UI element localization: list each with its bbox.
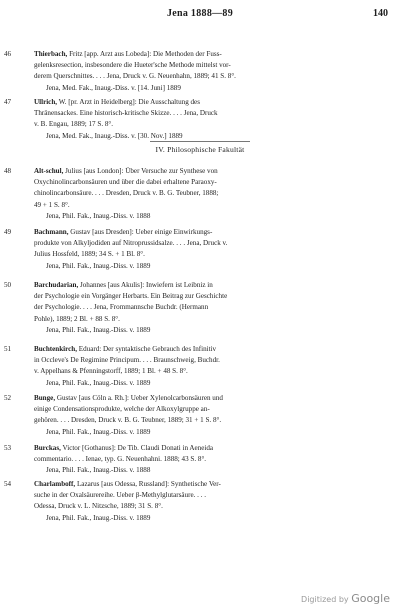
entry-author: Barchudarian, [34, 281, 79, 289]
entry-text: Odessa, Druck v. L. Nitzsche, 1889; 31 S. 8°. [34, 502, 163, 511]
entry-publication: Jena, Phil. Fak., Inaug.-Diss. v. 1889 [46, 325, 151, 334]
entry-publication: Jena, Phil. Fak., Inaug.-Diss. v. 1889 [46, 513, 151, 522]
entry-text: der Psychologie ein Vorgänger Herbarts. Ein Beitrag zur Geschichte [34, 292, 228, 301]
bibliography-entry [4, 344, 370, 389]
entry-text: in Occleve's De Regimine Principum. . . . Braunschweig, Buchdr. [34, 356, 220, 365]
entry-number: 50 [4, 281, 12, 289]
entry-text: Lazarus [aus Odessa, Russland]: Synthetische Ver- [75, 480, 221, 488]
entry-number: 46 [4, 50, 12, 58]
entry-text: Pohle), 1889; 2 Bl. + 88 S. 8°. [34, 314, 120, 323]
entry-author: Buchtenkirch, [34, 345, 78, 353]
entry-author: Charlamboff, [34, 480, 76, 488]
bibliography-entry [4, 443, 370, 477]
section-divider [150, 141, 250, 142]
watermark-prefix: Digitized by [301, 595, 349, 604]
entry-publication: Jena, Phil. Fak., Inaug.-Diss. v. 1889 [46, 261, 151, 270]
entry-author: Thierbach, [34, 50, 68, 58]
entry-number: 47 [4, 98, 12, 106]
entry-publication: Jena, Med. Fak., Inaug.-Diss. v. [14. Juni] 1889 [46, 83, 181, 92]
page-header [0, 8, 400, 24]
entry-author: Burckas, [34, 444, 61, 452]
entry-author: Bachmann, [34, 228, 69, 236]
entry-text: v. Appelhans & Pfenningstorff, 1889; 1 Bl. + 48 S. 8°. [34, 367, 188, 376]
entry-number: 53 [4, 444, 12, 452]
entry-author: Bunge, [34, 394, 56, 402]
entry-text: gelenksresection, insbesondere die Hueter'sche Methode mittelst vor- [34, 61, 231, 70]
entry-text: Julius Hossfeld, 1889; 34 S. + 1 Bl. 8°. [34, 250, 145, 259]
entry-text: v. B. Engau, 1889; 17 S. 8°. [34, 120, 114, 129]
entry-text: chinolincarbonsäure. . . . Dresden, Druck v. B. G. Teubner, 1888; [34, 189, 219, 198]
entry-text: suche in der Oxalsäurereihe. Ueber β-Methylglutarsäure. . . . [34, 491, 207, 500]
section-title: IV. Philosophische Fakultät [155, 145, 245, 154]
entry-text: Fritz [app. Arzt aus Lobeda]: Die Methoden der Fuss- [67, 50, 222, 58]
entry-text: Julius [aus London]: Über Versuche zur Synthese von [63, 167, 218, 175]
entry-text: Thränensackes. Eine historisch-kritische Skizze. . . . Jena, Druck [34, 109, 218, 118]
entry-text: gehören. . . . Dresden, Druck v. B. G. Teubner, 1889; 31 + 1 S. 8°. [34, 416, 222, 425]
bibliography-entry [4, 166, 370, 222]
bibliography-entry [4, 49, 370, 94]
google-logo: Google [351, 592, 390, 605]
digitized-watermark [301, 592, 390, 605]
entry-text: Gustav [aus Dresden]: Ueber einige Einwirkungs- [68, 228, 213, 236]
entry-text: Gustav [aus Cöln a. Rh.]: Ueber Xylenolcarbonsäuren und [55, 394, 223, 402]
page-number: 140 [373, 8, 388, 19]
entry-text: der Psychologie. . . . Jena, Frommannsche Buchdr. (Hermann [34, 303, 209, 312]
entry-publication: Jena, Phil. Fak., Inaug.-Diss. v. 1889 [46, 427, 151, 436]
entry-text: 49 + 1 S. 8°. [34, 200, 70, 209]
entry-text: W. [pr. Arzt in Heidelberg]: Die Ausschaltung des [57, 98, 200, 106]
bibliography-entry [4, 227, 370, 272]
entry-publication: Jena, Phil. Fak., Inaug.-Diss. v. 1888 [46, 211, 151, 220]
entry-publication: Jena, Phil. Fak., Inaug.-Diss. v. 1888 [46, 466, 151, 475]
entry-text: produkte von Alkyljodiden auf Nitroprussidsalze. . . . Jena, Druck v. [34, 239, 228, 248]
entry-number: 51 [4, 345, 12, 353]
entry-number: 54 [4, 480, 12, 488]
entry-author: Ullrich, [34, 98, 58, 106]
bibliography-entry [4, 97, 370, 142]
bibliography-entry [4, 479, 370, 524]
entry-text: commentario. . . . Ienae, typ. G. Neuenhahni. 1888; 43 S. 8°. [34, 455, 207, 464]
entry-number: 48 [4, 167, 12, 175]
entry-publication: Jena, Med. Fak., Inaug.-Diss. v. [30. Nov.] 1889 [46, 131, 183, 140]
entry-text: einige Condensationsprodukte, welche der Alkoxylgruppe an- [34, 405, 210, 414]
entry-number: 52 [4, 394, 12, 402]
entry-text: Eduard: Der syntaktische Gebrauch des Infinitiv [77, 345, 217, 353]
entry-text: Oxychinolincarbonsäuren und über die dabei erhaltene Paraoxy- [34, 178, 217, 187]
entry-text: derem Querschnittes. . . . Jena, Druck v. G. Neuenhahn, 1889; 41 S. 8°. [34, 72, 236, 81]
entry-text: Victor [Gothanus]: De Tib. Claudi Donati in Aeneida [60, 444, 214, 452]
entry-text: Johannes [aus Akulis]: Inwiefern ist Leibniz in [78, 281, 213, 289]
bibliography-entry [4, 280, 370, 336]
entry-number: 49 [4, 228, 12, 236]
running-head: Jena 1888—89 [166, 8, 234, 19]
entry-publication: Jena, Phil. Fak., Inaug.-Diss. v. 1889 [46, 378, 151, 387]
bibliography-entry [4, 393, 370, 438]
entry-author: Alt-schul, [34, 167, 64, 175]
